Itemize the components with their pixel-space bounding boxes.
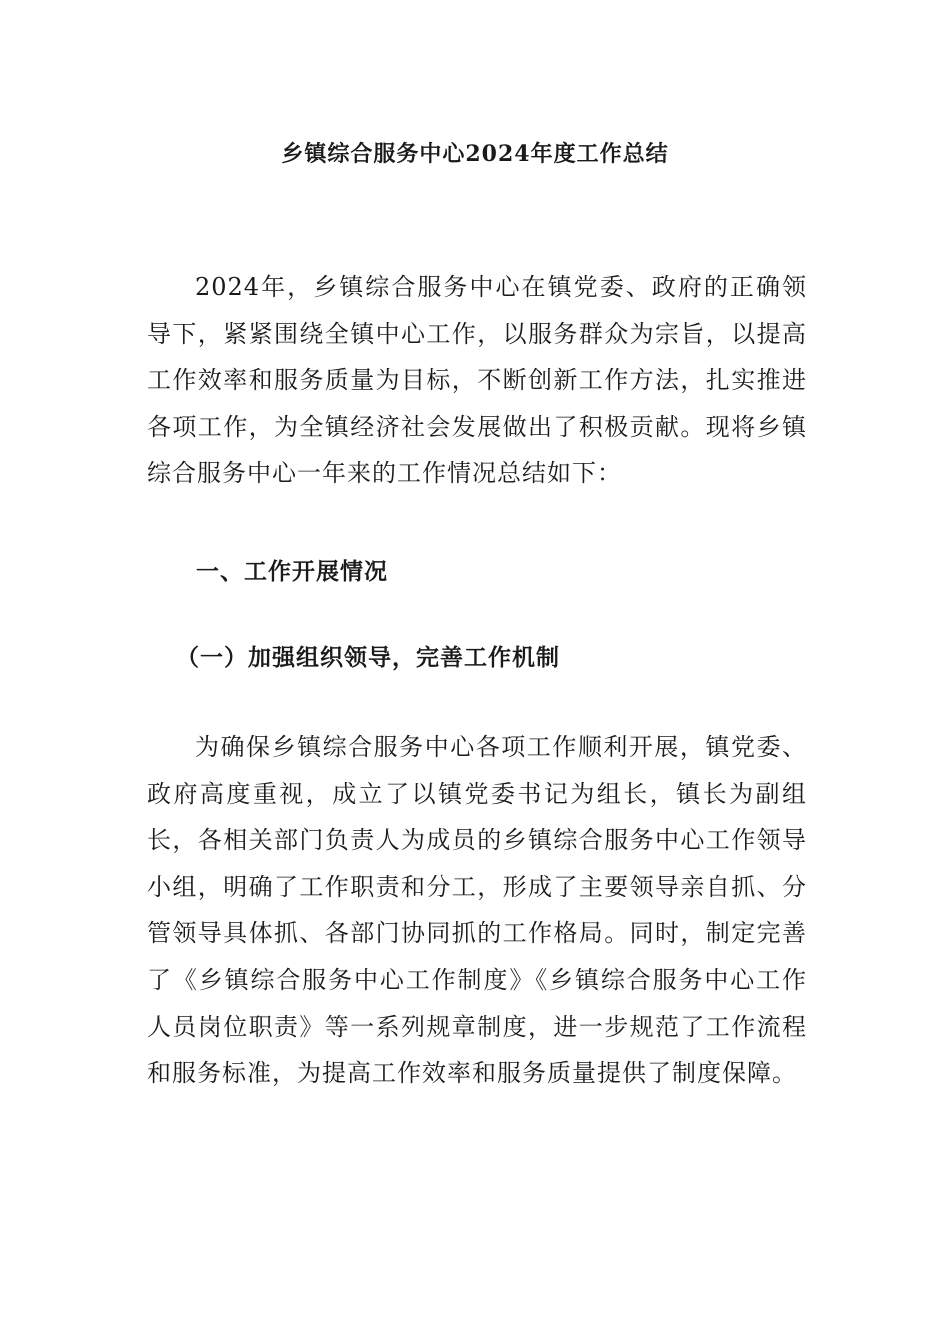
subsection-paragraph: 为确保乡镇综合服务中心各项工作顺利开展，镇党委、政府高度重视，成立了以镇党委书记为组长，镇长为副组长，各相关部门负责人为成员的乡镇综合服务中心工作领导小组，明确了工作职责和分工，形成了主要领导亲自抓、分管领导具体抓、各部门协同抓的工作格局。同时，制定完善了《乡镇综合服务中心工作制度》《乡镇综合服务中心工作人员岗位职责》等一系列规章制度，进一步规范了工作流程和服务标准，为提高工作效率和服务质量提供了制度保障。	[147, 733, 807, 1088]
subsection-heading: （一）加强组织领导，完善工作机制	[176, 644, 560, 671]
document-title: 乡镇综合服务中心2024年度工作总结	[281, 141, 669, 167]
section-heading: 一、工作开展情况	[196, 558, 388, 585]
intro-paragraph: 2024年，乡镇综合服务中心在镇党委、政府的正确领导下，紧紧围绕全镇中心工作，以服务群众为宗旨，以提高工作效率和服务质量为目标，不断创新工作方法，扎实推进各项工作，为全镇经济社会发展做出了积极贡献。现将乡镇综合服务中心一年来的工作情况总结如下：	[147, 273, 807, 488]
